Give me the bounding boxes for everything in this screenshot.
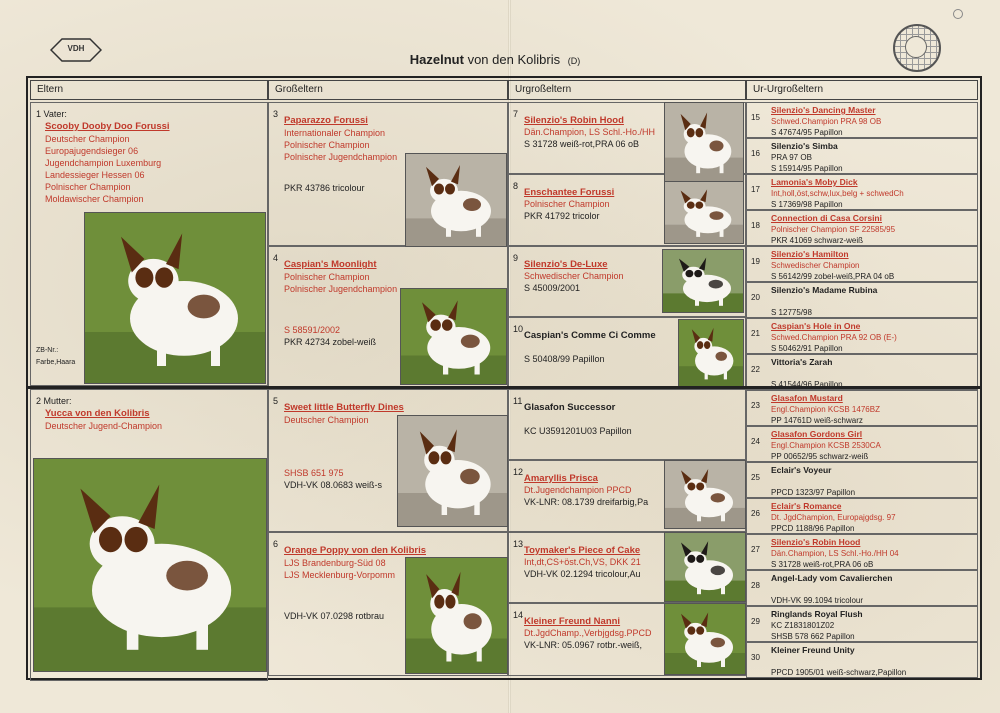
great-grandparent-reg: S 45009/2001: [524, 283, 581, 293]
parent-title: Europajugendsieger 06: [45, 146, 139, 156]
gg-grandparent-reg: PPCD 1188/96 Papillon: [771, 524, 855, 533]
gg-grandparent-name: Caspian's Hole in One: [771, 321, 861, 331]
gg-grandparent-reg: S 15914/95 Papillon: [771, 164, 843, 173]
gg-grandparent-reg: PP 14761D weiß-schwarz: [771, 416, 863, 425]
grandparent-reg: PKR 42734 zobel-weiß: [284, 337, 377, 347]
great-grandparent-name: Glasafon Successor: [524, 402, 616, 413]
gg-grandparent-name: Silenzio's Robin Hood: [771, 537, 861, 547]
gg-grandparent-name: Vittoria's Zarah: [771, 357, 833, 367]
parent-title: Landessieger Hessen 06: [45, 170, 145, 180]
great-grandparent-name: Silenzio's Robin Hood: [524, 115, 624, 126]
gg-grandparent-reg: PKR 41069 schwarz-weiß: [771, 236, 864, 245]
grandparent-reg-red: SHSB 651 975: [284, 468, 344, 478]
gg-grandparent-reg: SHSB 578 662 Papillon: [771, 632, 855, 641]
gg-grandparent-name: Ringlands Royal Flush: [771, 609, 863, 619]
gg-grandparent-number: 27: [751, 545, 760, 554]
column-header-parents: Eltern: [30, 80, 268, 100]
great-grandparent-reg: VDH-VK 02.1294 tricolour,Au: [524, 569, 641, 579]
gg-grandparent-name: Eclair's Romance: [771, 501, 842, 511]
gg-grandparent-number: 25: [751, 473, 760, 482]
gg-grandparent-title: PRA 97 OB: [771, 153, 812, 162]
gg-grandparent-name: Silenzio's Hamilton: [771, 249, 849, 259]
gg-grandparent-cell-30: [746, 642, 978, 678]
great-grandparent-number: 10: [513, 324, 524, 334]
great-grandparent-name: Toymaker's Piece of Cake: [524, 545, 641, 556]
grandparent-name: Paparazzo Forussi: [284, 115, 368, 126]
gg-grandparent-number: 17: [751, 185, 760, 194]
gg-grandparent-title: Engl.Champion KCSB 1476BZ: [771, 405, 880, 414]
gg-grandparent-cell-21: [746, 318, 978, 354]
gg-grandparent-cell-23: [746, 390, 978, 426]
gg-grandparent-number: 18: [751, 221, 760, 230]
grandparent-title: LJS Mecklenburg-Vorpomm: [284, 570, 396, 580]
gg-grandparent-title: Polnischer Champion SF 22585/95: [771, 225, 896, 234]
gg-grandparent-cell-25: [746, 462, 978, 498]
pedigree-title: [360, 52, 630, 67]
great-grandparent-photo-4: [664, 460, 746, 529]
gg-grandparent-name: Lamonia's Moby Dick: [771, 177, 858, 187]
great-grandparent-reg: KC U3591201U03 Papillon: [524, 426, 632, 436]
dam-photo: [33, 458, 267, 672]
gg-grandparent-title: Schwed.Champion PRA 98 OB: [771, 117, 882, 126]
gg-grandparent-reg: PPCD 1905/01 weiß-schwarz,Papillon: [771, 668, 907, 677]
gg-grandparent-name: Silenzio's Madame Rubina: [771, 285, 878, 295]
gg-grandparent-number: 21: [751, 329, 760, 338]
gg-grandparent-cell-27: [746, 534, 978, 570]
great-grandparent-photo-5: [664, 532, 746, 602]
great-grandparent-number: 7: [513, 109, 519, 119]
grandparent-photo-3: [405, 153, 507, 247]
great-grandparent-title: Int,dt,CS+öst.Ch,VS, DKK 21: [524, 557, 641, 567]
great-grandparent-number: 9: [513, 253, 519, 263]
great-grandparent-reg: VK-LNR: 08.1739 dreifarbig,Pa: [524, 497, 649, 507]
gg-grandparent-name: Glasafon Mustard: [771, 393, 843, 403]
gg-grandparent-cell-24: [746, 426, 978, 462]
gg-grandparent-reg: S 56142/99 zobel-weiß,PRA 04 oB: [771, 272, 895, 281]
gg-grandparent-number: 22: [751, 365, 760, 374]
gg-grandparent-title: Dän.Champion, LS Schl.-Ho./HH 04: [771, 549, 899, 558]
sire-photo: [84, 212, 266, 384]
great-grandparent-photo-2: [662, 249, 744, 313]
gg-grandparent-name: Silenzio's Simba: [771, 141, 838, 151]
gg-grandparent-reg: S 50462/91 Papillon: [771, 344, 843, 353]
parent-title: Jugendchampion Luxemburg: [45, 158, 162, 168]
gg-grandparent-cell-26: [746, 498, 978, 534]
zb-nr-label: ZB-Nr.:: [36, 347, 59, 354]
gg-grandparent-cell-22: [746, 354, 978, 390]
gg-grandparent-reg: S 31728 weiß-rot,PRA 06 oB: [771, 560, 874, 569]
grandparent-number: 4: [273, 253, 279, 263]
great-grandparent-name: Amaryllis Prisca: [524, 473, 598, 484]
gg-grandparent-name: Kleiner Freund Unity: [771, 645, 855, 655]
column-header-gg-grandparents: Ur-Urgroßeltern: [746, 80, 978, 100]
great-grandparent-photo-0: [664, 102, 744, 182]
grandparent-title: Deutscher Champion: [284, 415, 369, 425]
gg-grandparent-title: Int,holl,öst,schw,lux,belg + schwedCh: [771, 189, 904, 198]
column-header-great-grandparents: Urgroßeltern: [508, 80, 746, 100]
great-grandparent-number: 11: [513, 396, 523, 406]
gg-grandparent-number: 19: [751, 257, 760, 266]
great-grandparent-name: Caspian's Comme Ci Comme: [524, 330, 656, 341]
great-grandparent-reg: VK-LNR: 05.0967 rotbr.-weiß,: [524, 640, 643, 650]
gg-grandparent-cell-16: [746, 138, 978, 174]
gg-grandparent-cell-15: [746, 102, 978, 138]
grandparent-name: Caspian's Moonlight: [284, 259, 377, 270]
great-grandparent-title: Polnischer Champion: [524, 199, 610, 209]
great-grandparent-number: 14: [513, 610, 524, 620]
color-label: Farbe,Haara: [36, 359, 76, 366]
great-grandparent-reg: PKR 41792 tricolor: [524, 211, 600, 221]
grandparent-photo-5: [397, 415, 508, 527]
grandparent-number: 3: [273, 109, 279, 119]
great-grandparent-title: Dt.JgdChamp.,Verbjgdsg.PPCD: [524, 628, 652, 638]
grandparent-title: Polnischer Jugendchampion: [284, 284, 398, 294]
gg-grandparent-cell-20: [746, 282, 978, 318]
great-grandparent-photo-3: [678, 319, 744, 387]
grandparent-reg: PKR 43786 tricolour: [284, 183, 365, 193]
grandparent-number: 6: [273, 539, 279, 549]
great-grandparent-cell-11: [508, 389, 746, 460]
great-grandparent-number: 13: [513, 539, 524, 549]
gg-grandparent-number: 30: [751, 653, 760, 662]
great-grandparent-title: Dt.Jugendchampion PPCD: [524, 485, 632, 495]
gg-grandparent-reg: VDH-VK 99.1094 tricolour: [771, 596, 864, 605]
grandparent-photo-4: [400, 288, 507, 385]
kennel-name: von den Kolibris: [467, 52, 561, 67]
gg-grandparent-number: 15: [751, 113, 760, 122]
gg-grandparent-number: 28: [751, 581, 760, 590]
gg-grandparent-title: Schwedischer Champion: [771, 261, 860, 270]
punch-hole: [953, 9, 963, 19]
fci-seal-icon: [893, 24, 941, 72]
gg-grandparent-title: Dt. JgdChampion, Europajgdsg. 97: [771, 513, 896, 522]
great-grandparent-number: 8: [513, 181, 519, 191]
vdh-logo-text: VDH: [67, 44, 85, 53]
gg-grandparent-number: 24: [751, 437, 760, 446]
gg-grandparent-cell-18: [746, 210, 978, 246]
gg-grandparent-reg: S 41544/96 Papillon: [771, 380, 843, 389]
grandparent-reg: VDH-VK 08.0683 weiß-s: [284, 480, 383, 490]
column-header-grandparents: Großeltern: [268, 80, 508, 100]
great-grandparent-reg: S 50408/99 Papillon: [524, 354, 605, 364]
great-grandparent-number: 12: [513, 467, 524, 477]
great-grandparent-photo-1: [664, 181, 744, 244]
gg-grandparent-reg: PP 00652/95 schwarz-weiß: [771, 452, 869, 461]
gg-grandparent-name: Connection di Casa Corsini: [771, 213, 882, 223]
grandparent-reg: VDH-VK 07.0298 rotbrau: [284, 611, 385, 621]
parent-label: 1 Vater:: [36, 109, 67, 119]
parent-title: Deutscher Champion: [45, 134, 130, 144]
grandparent-name: Orange Poppy von den Kolibris: [284, 545, 426, 556]
gg-grandparent-cell-29: [746, 606, 978, 642]
gg-grandparent-cell-28: [746, 570, 978, 606]
gg-grandparent-reg: PPCD 1323/97 Papillon: [771, 488, 856, 497]
gg-grandparent-reg: S 17369/98 Papillon: [771, 200, 843, 209]
grandparent-title: Polnischer Champion: [284, 272, 370, 282]
gg-grandparent-cell-17: [746, 174, 978, 210]
great-grandparent-reg: S 31728 weiß-rot,PRA 06 oB: [524, 139, 640, 149]
parent-label: 2 Mutter:: [36, 396, 72, 406]
great-grandparent-name: Enschantee Forussi: [524, 187, 615, 198]
grandparent-title: Internationaler Champion: [284, 128, 386, 138]
gg-grandparent-number: 26: [751, 509, 760, 518]
gg-grandparent-number: 20: [751, 293, 760, 302]
great-grandparent-name: Silenzio's De-Luxe: [524, 259, 608, 270]
great-grandparent-name: Kleiner Freund Nanni: [524, 616, 621, 627]
parent-title: Moldawischer Champion: [45, 194, 144, 204]
great-grandparent-title: Schwedischer Champion: [524, 271, 624, 281]
grandparent-title: LJS Brandenburg-Süd 08: [284, 558, 386, 568]
country-code: (D): [567, 56, 581, 66]
parent-title: Deutscher Jugend-Champion: [45, 421, 163, 431]
sire-dam-divider: [26, 386, 982, 389]
parent-name: Yucca von den Kolibris: [45, 408, 150, 419]
grandparent-photo-6: [405, 557, 508, 674]
grandparent-name: Sweet little Butterfly Dines: [284, 402, 404, 413]
grandparent-title: Polnischer Champion: [284, 140, 370, 150]
gg-grandparent-number: 29: [751, 617, 760, 626]
grandparent-number: 5: [273, 396, 279, 406]
gg-grandparent-name: Eclair's Voyeur: [771, 465, 832, 475]
grandparent-title: Polnischer Jugendchampion: [284, 152, 398, 162]
gg-grandparent-reg: S 12775/98: [771, 308, 812, 317]
parent-name: Scooby Dooby Doo Forussi: [45, 121, 170, 132]
grandparent-reg-red: S 58591/2002: [284, 325, 341, 335]
dog-name: Hazelnut: [409, 52, 464, 67]
gg-grandparent-cell-19: [746, 246, 978, 282]
gg-grandparent-title: Engl.Champion KCSB 2530CA: [771, 441, 881, 450]
gg-grandparent-name: Angel-Lady vom Cavalierchen: [771, 573, 893, 583]
gg-grandparent-name: Glasafon Gordons Girl: [771, 429, 863, 439]
gg-grandparent-title: KC Z1831801Z02: [771, 621, 835, 630]
gg-grandparent-number: 16: [751, 149, 760, 158]
great-grandparent-title: Dän.Champion, LS Schl.-Ho./HH: [524, 127, 656, 137]
gg-grandparent-title: Schwed.Champion PRA 92 OB (E-): [771, 333, 897, 342]
gg-grandparent-name: Silenzio's Dancing Master: [771, 105, 876, 115]
gg-grandparent-number: 23: [751, 401, 760, 410]
vdh-logo: [50, 38, 102, 62]
great-grandparent-photo-6: [664, 603, 746, 675]
gg-grandparent-reg: S 47674/95 Papillon: [771, 128, 843, 137]
parent-title: Polnischer Champion: [45, 182, 131, 192]
